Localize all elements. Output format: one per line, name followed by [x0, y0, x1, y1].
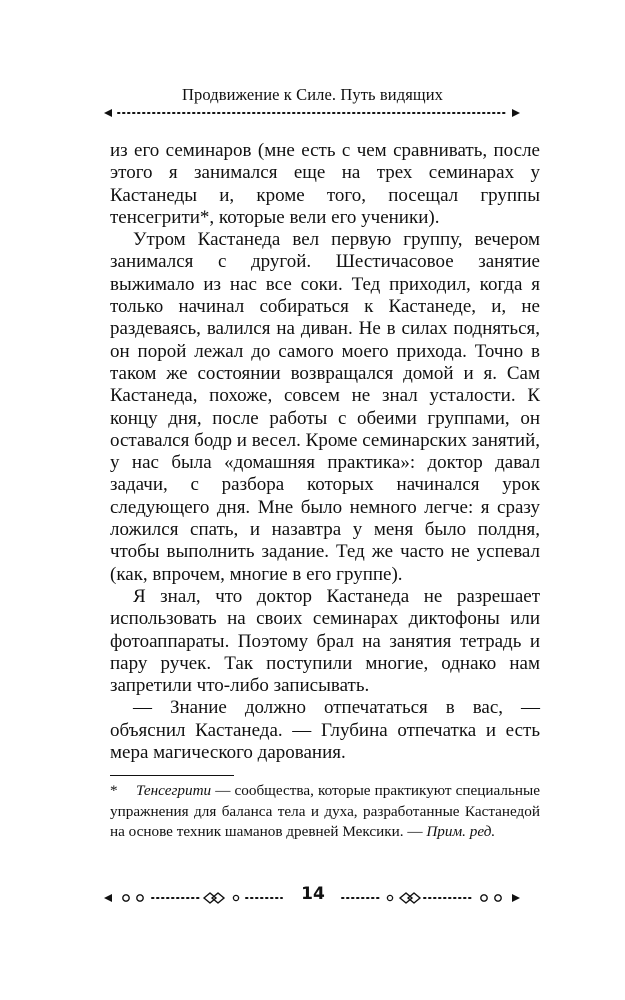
footnote — [110, 781, 540, 843]
body-text — [110, 140, 540, 764]
header-ornament — [104, 107, 520, 119]
paragraph-1: из его семинаров (мне есть с чем сравнивать, после этого я занимался еще на трех семинарах у Кастанеды и, кроме того, посещал группы тенсегрити*, которые вели его ученики). — [110, 140, 540, 228]
left-arrowhead-icon — [104, 894, 112, 902]
right-diamond-ornament-icon — [400, 893, 420, 903]
left-arrowhead-icon — [104, 109, 112, 117]
footnote-term: Тенсегрити — [136, 782, 212, 799]
page-number: 14 — [301, 884, 325, 904]
footnote-divider — [110, 775, 234, 776]
left-diamond-ornament-icon — [204, 893, 224, 903]
footnote-text: — сообщества, которые практикуют специальные упражнения для баланса тела и духа, разработанные Кастанедой на основе техник шаманов древней Мексики. — — [110, 782, 540, 840]
running-head: Продвижение к Силе. Путь видящих — [182, 85, 443, 104]
right-arrowhead-icon — [512, 109, 520, 117]
paragraph-2: Утром Кастанеда вел первую группу, вечером занимался с другой. Шестичасовое занятие выжимало из нас все соки. Тед приходил, когда я только начинал собираться к Кастанеде, и, не раздеваясь, валился на диван. Не в силах подняться, он порой лежал до самого моего прихода. Точно в таком же состоянии возвращался домой и я. Сам Кастанеда, похоже, совсем не знал усталости. К концу дня, после работы с обеими группами, он оставался бодр и весел. Кроме семинарских занятий, у нас была «домашняя практика»: доктор давал задачи, с разбора которых начинался урок следующего дня. Мне было немного легче: я сразу ложился спать, и назавтра у меня было полдня, чтобы выполнить задание. Тед же часто не успевал (как, впрочем, многие в его группе). — [110, 229, 540, 585]
paragraph-4: — Знание должно отпечататься в вас, — объяснил Кастанеда. — Глубина отпечатка и есть мера магического дарования. — [110, 697, 540, 764]
footnote-editor-note: Прим. ред. — [426, 823, 496, 840]
right-arrowhead-icon — [512, 894, 520, 902]
footnote-marker: * — [110, 782, 118, 799]
paragraph-3: Я знал, что доктор Кастанеда не разрешает использовать на своих семинарах диктофоны или фотоаппараты. Поэтому брал на занятия тетрадь и пару ручек. Так поступили многие, однако нам запретили что-либо записывать. — [110, 585, 540, 697]
